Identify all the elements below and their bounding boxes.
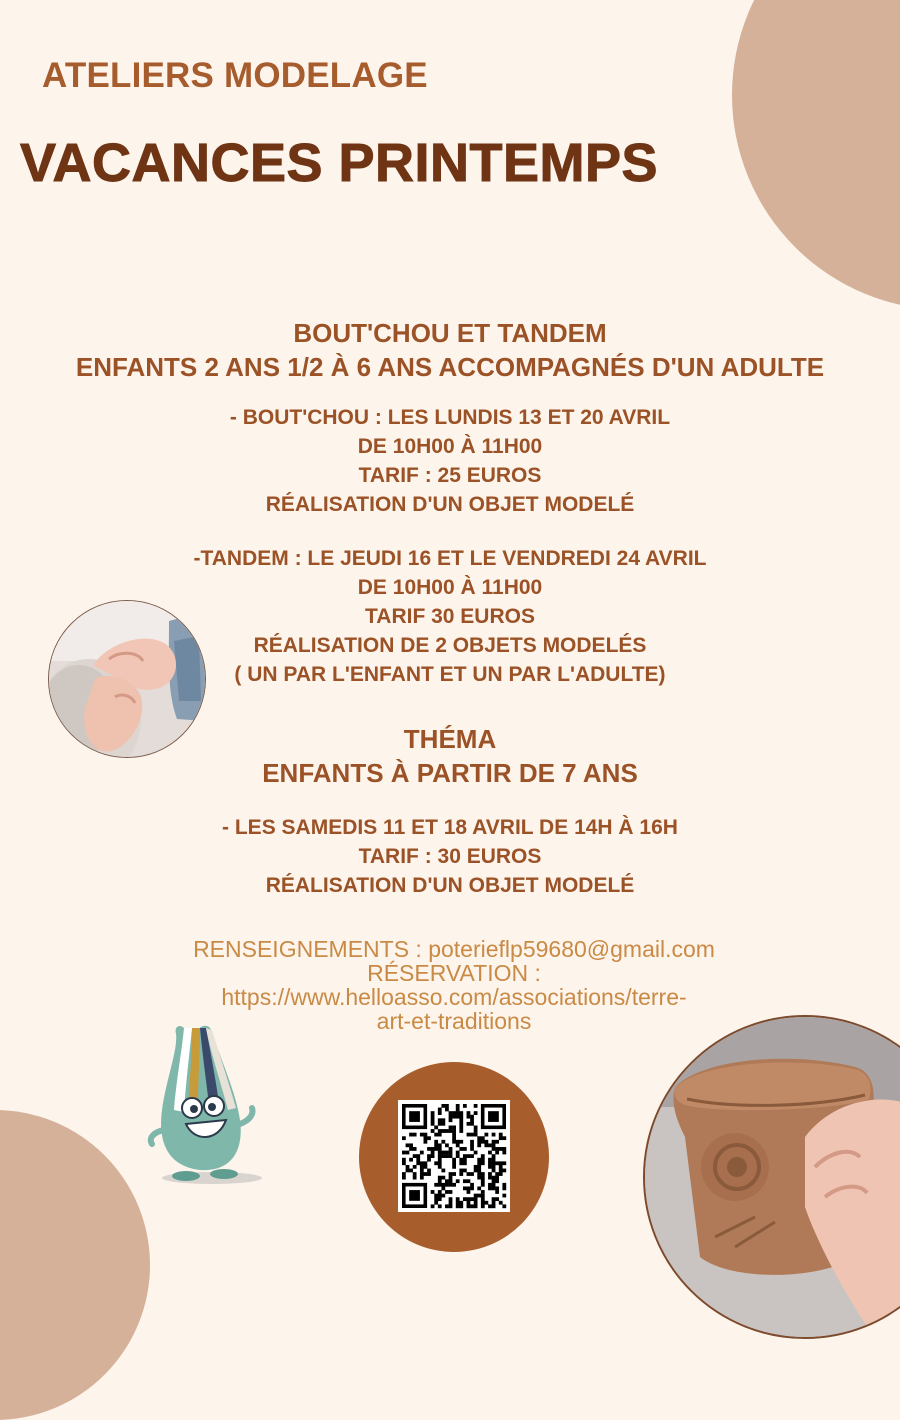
tandem-price: TARIF 30 EUROS <box>365 605 535 628</box>
tandem-description: RÉALISATION DE 2 OBJETS MODELÉS <box>253 634 647 657</box>
heading-line: BOUT'CHOU ET TANDEM <box>293 318 607 348</box>
decor-circle-bottom-left <box>0 1110 150 1420</box>
thema-details <box>0 813 900 900</box>
contact-block <box>100 937 808 1033</box>
thema-price: TARIF : 30 EUROS <box>358 845 542 868</box>
boutchou-dates: - BOUT'CHOU : LES LUNDIS 13 ET 20 AVRIL <box>229 406 671 429</box>
qr-code-graphic <box>398 1100 510 1212</box>
reservation-link[interactable]: https://www.helloasso.com/associations/terre- <box>221 984 687 1010</box>
qr-code[interactable] <box>398 1100 510 1212</box>
heading-line: THÉMA <box>403 724 497 754</box>
section-boutchou-tandem-heading <box>0 316 900 384</box>
poster-kicker: ATELIERS MODELAGE <box>42 56 428 95</box>
heading-line: ENFANTS 2 ANS 1/2 À 6 ANS ACCOMPAGNÉS D'UN ADULTE <box>75 352 825 382</box>
tandem-note: ( UN PAR L'ENFANT ET UN PAR L'ADULTE) <box>234 663 666 686</box>
tandem-dates: -TANDEM : LE JEUDI 16 ET LE VENDREDI 24 AVRIL <box>193 547 707 570</box>
vase-mascot-illustration <box>140 1020 265 1190</box>
tandem-hours: DE 10H00 À 11H00 <box>357 576 543 599</box>
boutchou-price: TARIF : 25 EUROS <box>358 464 542 487</box>
reservation-label: RÉSERVATION : <box>367 960 541 986</box>
decor-circle-top-right <box>732 0 900 310</box>
thema-description: RÉALISATION D'UN OBJET MODELÉ <box>265 874 635 897</box>
contact-email[interactable]: RENSEIGNEMENTS : poterieflp59680@gmail.com <box>193 936 715 962</box>
clay-pot-photo <box>643 1015 900 1339</box>
boutchou-description: RÉALISATION D'UN OBJET MODELÉ <box>265 493 635 516</box>
boutchou-hours: DE 10H00 À 11H00 <box>357 435 543 458</box>
thema-dates: - LES SAMEDIS 11 ET 18 AVRIL DE 14H À 16H <box>222 816 678 839</box>
poster-title: VACANCES PRINTEMPS <box>20 133 659 193</box>
heading-line: ENFANTS À PARTIR DE 7 ANS <box>262 758 638 788</box>
reservation-link-cont[interactable]: art-et-traditions <box>376 1008 532 1034</box>
child-hands-clay-photo <box>48 600 206 758</box>
boutchou-details <box>0 403 900 519</box>
